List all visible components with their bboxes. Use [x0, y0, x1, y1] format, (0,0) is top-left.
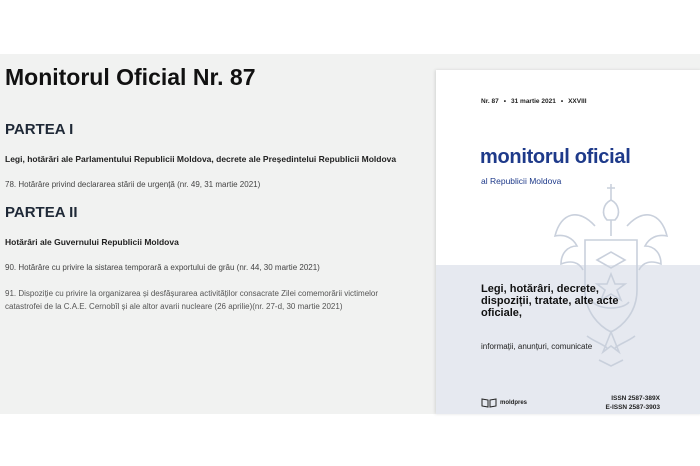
issn-electronic: E-ISSN 2587-3903 [605, 404, 660, 411]
separator-dot: • [560, 98, 564, 105]
cover-brand-title: monitorul oficial [480, 146, 631, 168]
issn-block [605, 394, 660, 412]
cover-brand-subtitle: al Republicii Moldova [481, 176, 562, 186]
part-2-heading: PARTEA II [5, 204, 78, 221]
cover-volume: XXVIII [568, 98, 587, 105]
separator-dot: • [503, 98, 506, 105]
issn-print: ISSN 2587-389X [611, 395, 660, 402]
book-icon [481, 398, 497, 408]
publisher-logo [481, 398, 527, 408]
part-2-section-heading: Hotărâri ale Guvernului Republicii Moldova [5, 237, 179, 247]
publisher-name: moldpres [500, 400, 528, 406]
part-1-section-heading: Legi, hotărări ale Parlamentului Republicii Moldova, decrete ale Președintelui Republicii Moldova [5, 154, 397, 164]
cover-issue-meta [481, 98, 587, 105]
cover-date: 31 martie 2021 [511, 98, 556, 105]
entry-78-link[interactable]: 78. Hotărâre privind declararea stării de urgență (nr. 49, 31 martie 2021) [5, 180, 261, 189]
entry-91-link[interactable]: 91. Dispoziție cu privire la organizarea și desfășurarea activităților consacrate Zilei comemorării victimelor catastrofei de la C.A.E. Cernobîl și ale altor avarii nucleare (26 aprilie)(nr. 27-d, 30 martie 2021) [5, 289, 379, 311]
part-1-heading: PARTEA I [5, 121, 74, 138]
cover-headline: Legi, hotărâri, decrete, dispoziții, tratate, alte acte oficiale, [481, 283, 619, 319]
cover-subline: informații, anunțuri, comunicate [481, 342, 593, 351]
cover-issue-number: Nr. 87 [481, 98, 499, 105]
entry-90-link[interactable]: 90. Hotărâre cu privire la sistarea temporară a exportului de grâu (nr. 44, 30 martie 2021) [5, 263, 320, 272]
cover-image[interactable] [436, 70, 700, 414]
page-title: Monitorul Oficial Nr. 87 [5, 64, 256, 90]
